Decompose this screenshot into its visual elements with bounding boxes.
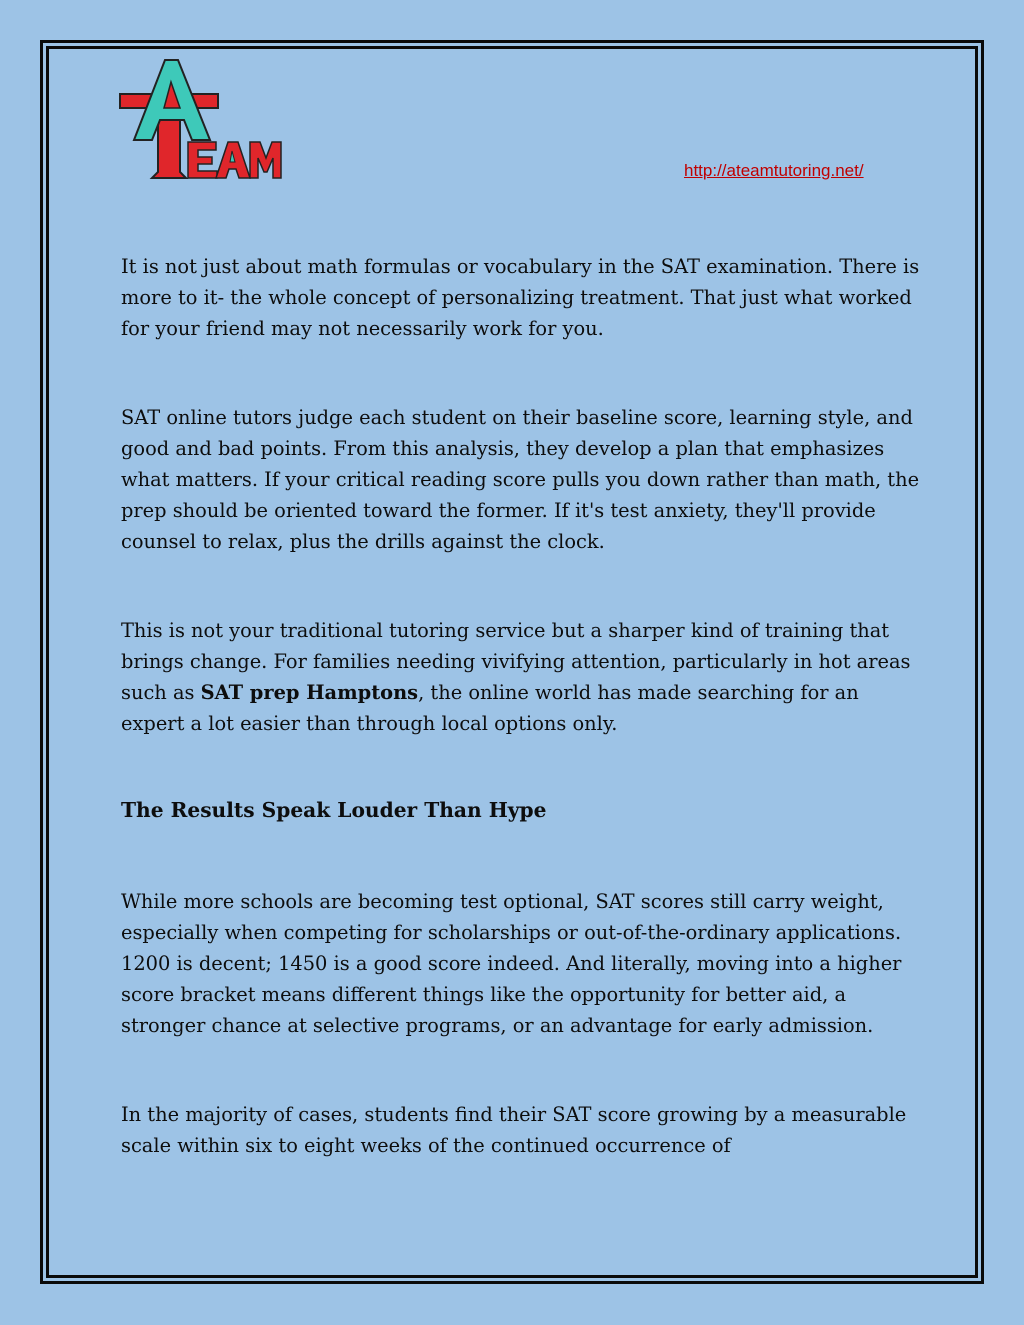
paragraph-text: , the online world has made searching for an expert a lot easier than through local options only. bbox=[121, 681, 859, 735]
paragraph-traditional bbox=[121, 615, 921, 739]
highlight-keyword: SAT prep Hamptons bbox=[200, 681, 419, 704]
paragraph-growth: In the majority of cases, students find their SAT score growing by a measurable scale within six to eight weeks of the continued occurrence of bbox=[121, 1103, 907, 1157]
ateam-logo bbox=[118, 58, 282, 182]
paragraph-intro: It is not just about math formulas or vocabulary in the SAT examination. There is more to it- the whole concept of personalizing treatment. That just what worked for your friend may not necessarily work for you. bbox=[121, 255, 920, 340]
paragraph-text: This is not your traditional tutoring service but a sharper kind of training that brings change. For families needing vivifying attention, particularly in hot areas such as bbox=[121, 619, 911, 704]
article-body bbox=[121, 251, 921, 1161]
website-link[interactable]: http://ateamtutoring.net/ bbox=[684, 161, 864, 180]
section-heading: The Results Speak Louder Than Hype bbox=[121, 798, 547, 822]
paragraph-tutors: SAT online tutors judge each student on their baseline score, learning style, and good and bad points. From this analysis, they develop a plan that emphasizes what matters. If your critical reading score pulls you down rather than math, the prep should be oriented toward the former. If it's test anxiety, they'll provide counsel to relax, plus the drills against the clock. bbox=[121, 406, 920, 553]
paragraph-scores: While more schools are becoming test optional, SAT scores still carry weight, especially when competing for scholarships or out-of-the-ordinary applications. 1200 is decent; 1450 is a good score indeed. And literally, moving into a higher score bracket means different things like the opportunity for better aid, a stronger chance at selective programs, or an advantage for early admission. bbox=[121, 890, 902, 1037]
